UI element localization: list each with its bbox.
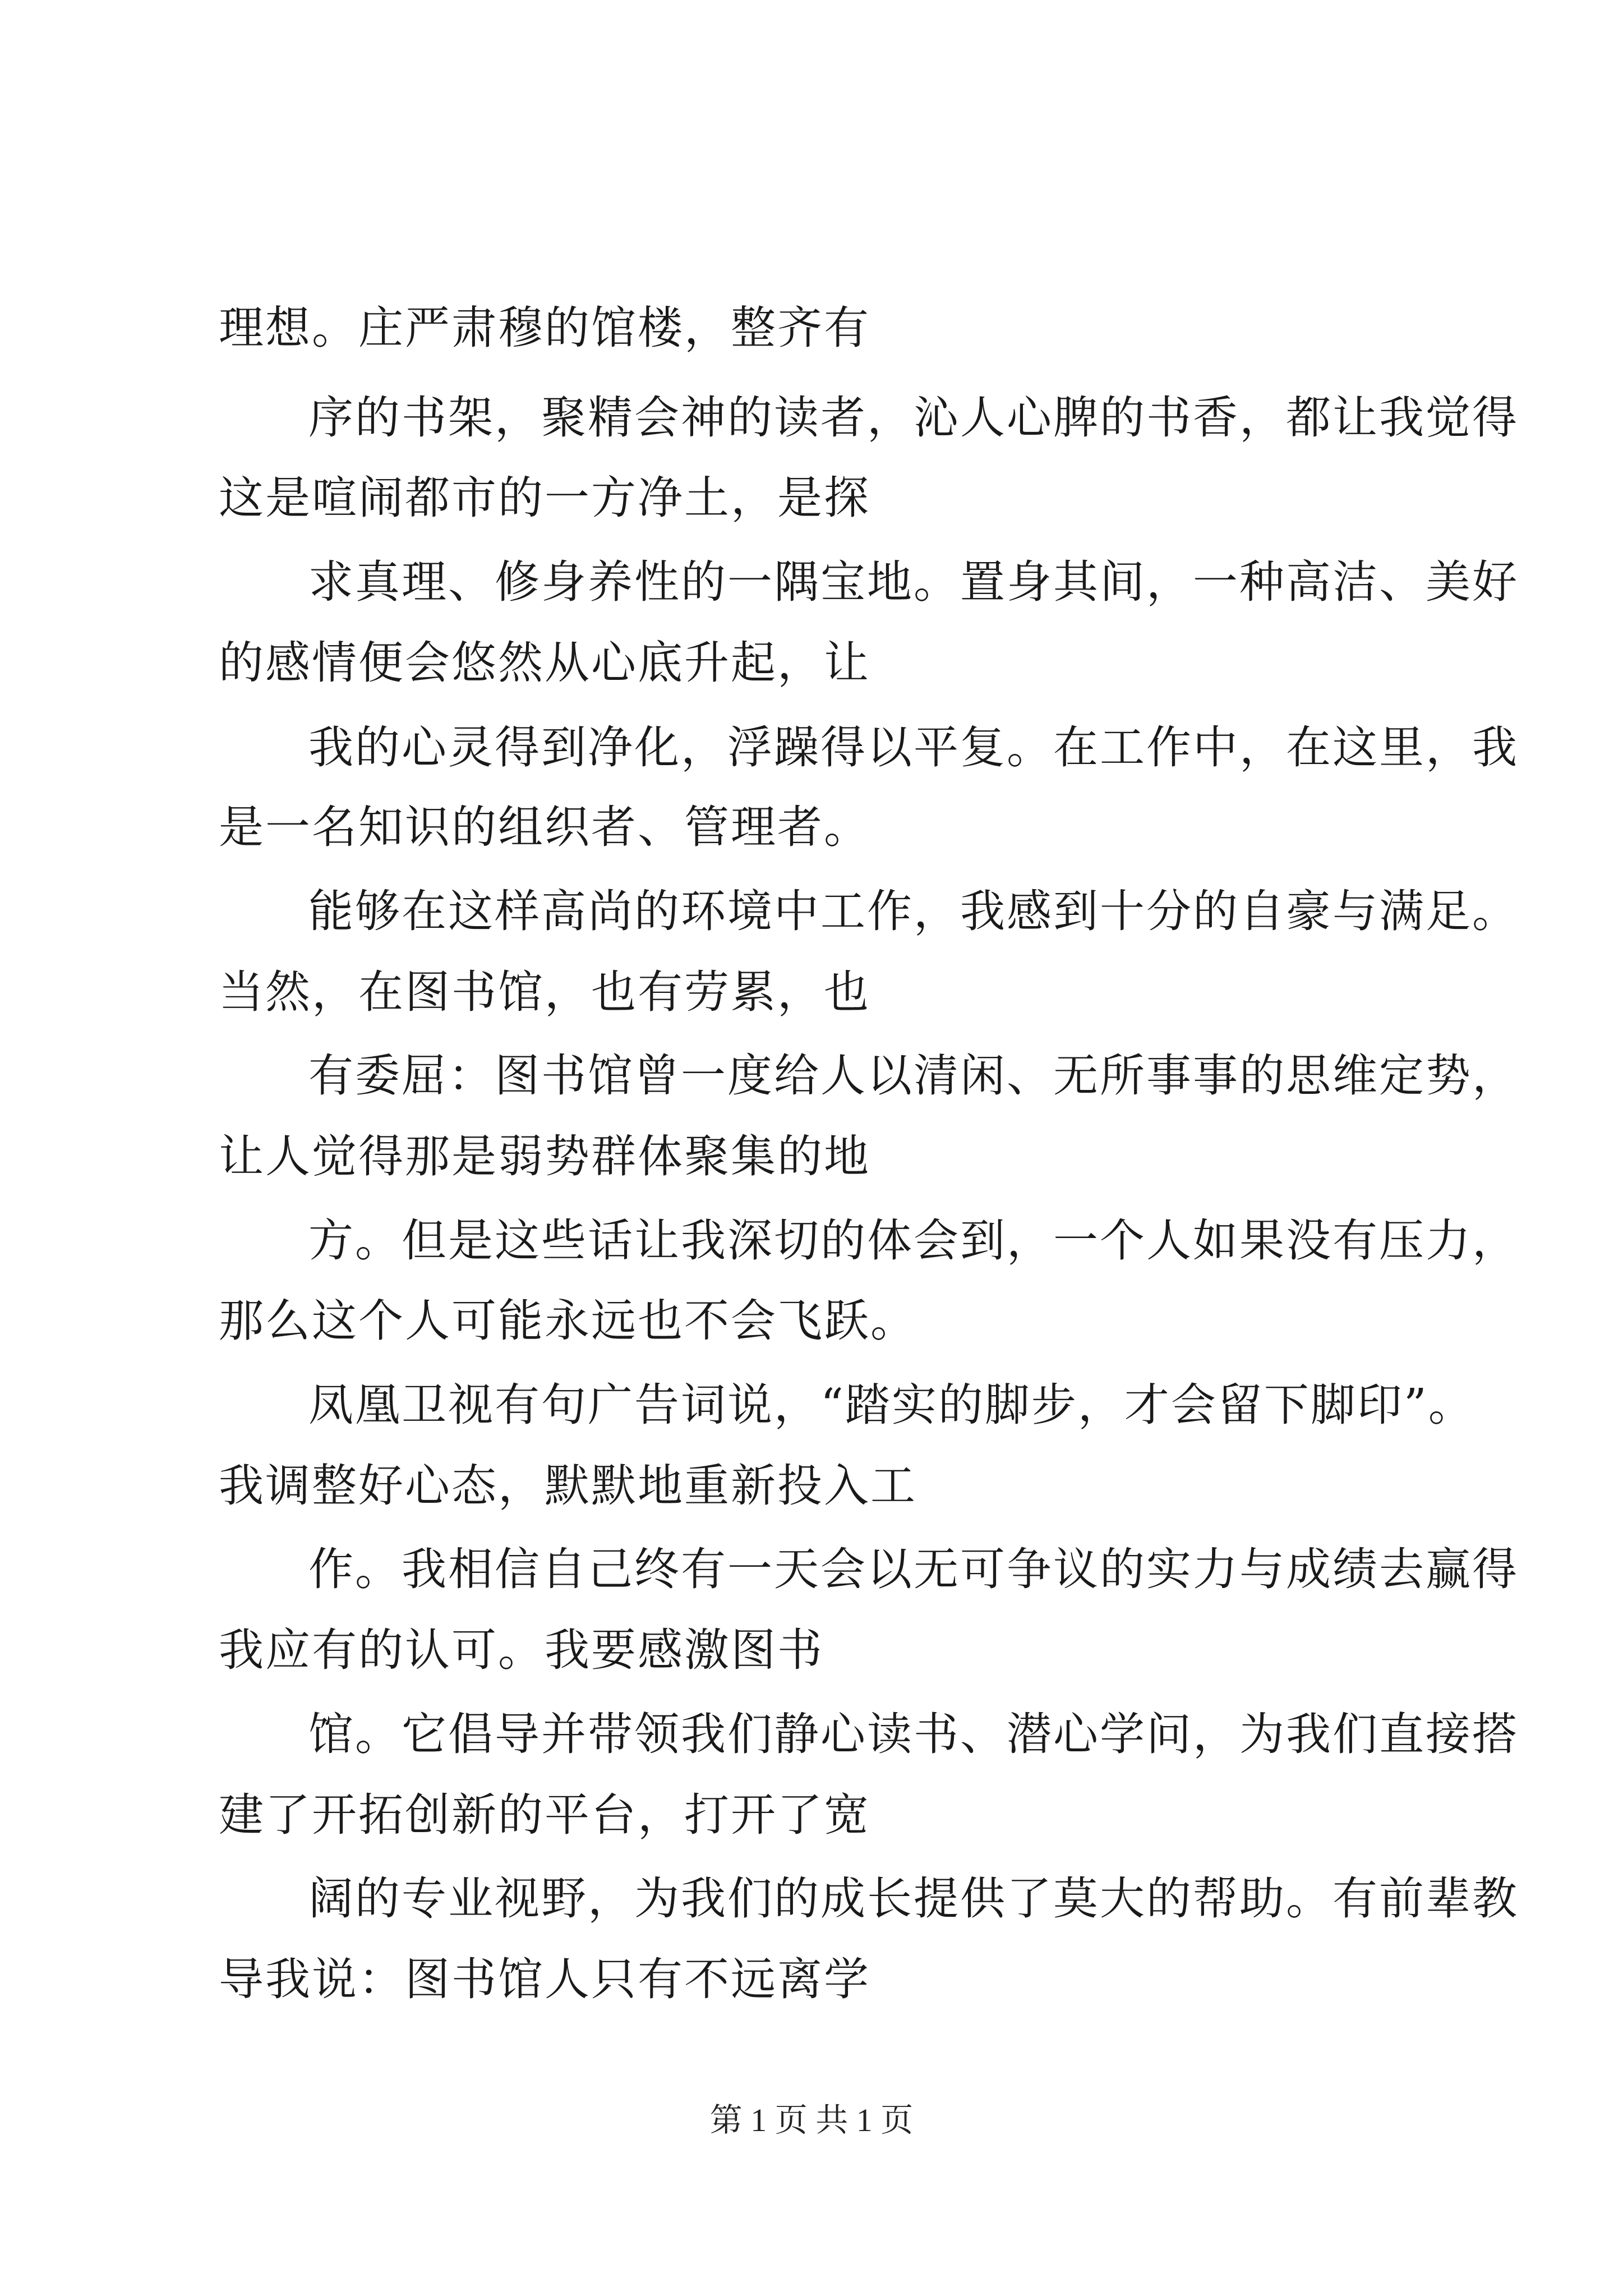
text-line: 那么这个人可能永远也不会飞跃。 bbox=[219, 1295, 917, 1347]
text-line: 我调整好心态，默默地重新投入工 bbox=[219, 1460, 917, 1512]
text-line: 阔的专业视野，为我们的成长提供了莫大的帮助。有前辈教 bbox=[308, 1872, 1519, 1925]
text-line: 是一名知识的组织者、管理者。 bbox=[219, 801, 870, 853]
text-line: 凤凰卫视有句广告词说，“踏实的脚步，才会留下脚印”。 bbox=[308, 1379, 1475, 1431]
text-line: 方。但是这些话让我深切的体会到，一个人如果没有压力， bbox=[308, 1214, 1519, 1267]
text-line: 我的心灵得到净化，浮躁得以平复。在工作中，在这里，我 bbox=[308, 721, 1519, 774]
text-line: 当然，在图书馆，也有劳累，也 bbox=[219, 966, 870, 1018]
text-line: 这是喧闹都市的一方净土，是探 bbox=[219, 472, 870, 524]
text-line: 我应有的认可。我要感激图书 bbox=[219, 1624, 824, 1676]
text-line: 有委屈：图书馆曾一度给人以清闲、无所事事的思维定势， bbox=[308, 1050, 1519, 1102]
text-line: 导我说：图书馆人只有不远离学 bbox=[219, 1953, 870, 2005]
text-line: 建了开拓创新的平台，打开了宽 bbox=[219, 1789, 870, 1841]
text-line: 求真理、修身养性的一隅宝地。置身其间，一种高洁、美好 bbox=[308, 556, 1519, 608]
text-line: 让人觉得那是弱势群体聚集的地 bbox=[219, 1130, 870, 1182]
text-line: 能够在这样高尚的环境中工作，我感到十分的自豪与满足。 bbox=[308, 885, 1519, 937]
page-number-footer: 第 1 页 共 1 页 bbox=[709, 2102, 914, 2138]
text-line: 作。我相信自己终有一天会以无可争议的实力与成绩去赢得 bbox=[308, 1543, 1519, 1595]
text-line: 理想。庄严肃穆的馆楼，整齐有 bbox=[219, 302, 870, 354]
text-line: 的感情便会悠然从心底升起，让 bbox=[219, 637, 870, 689]
text-line: 序的书架，聚精会神的读者，沁人心脾的书香，都让我觉得 bbox=[308, 392, 1519, 444]
text-line: 馆。它倡导并带领我们静心读书、潜心学问，为我们直接搭 bbox=[308, 1708, 1519, 1760]
